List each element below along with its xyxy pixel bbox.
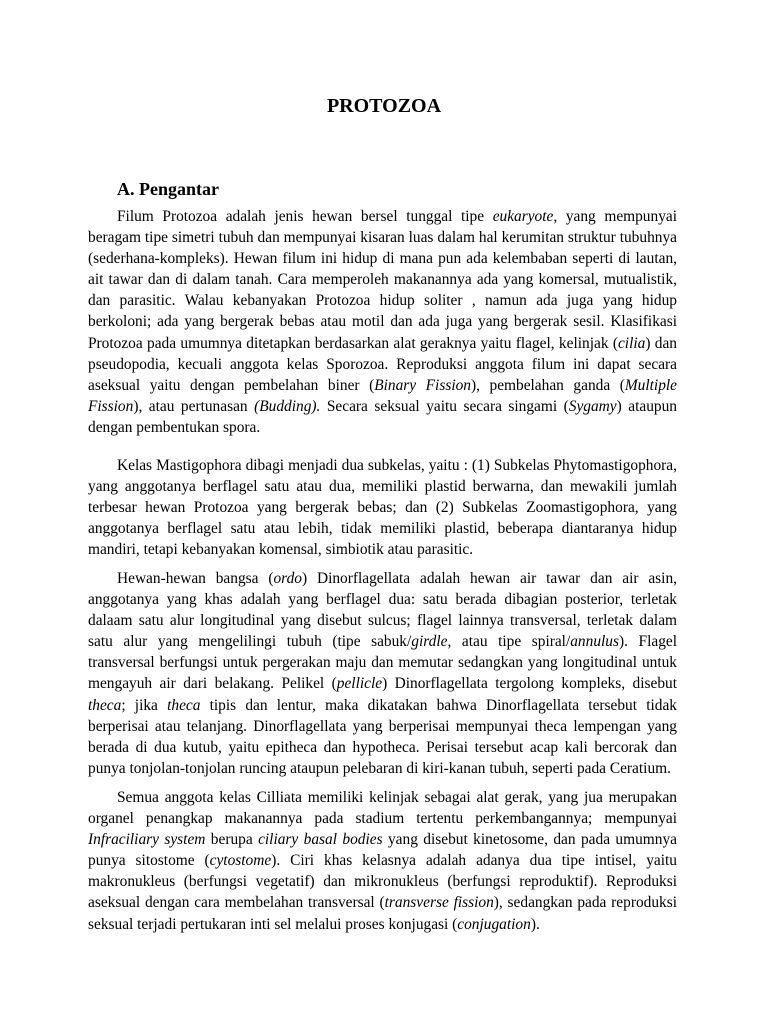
text-run: yang disebut kinetosome, dan pada umumnya punya sitostome (: [88, 831, 677, 870]
text-run: Semua anggota kelas Cilliata memiliki kelinjak sebagai alat gerak, yang jua merupakan organel penangkap makanannya pada stadium tertentu perkembangannya; mempunyai: [88, 789, 677, 828]
paragraph-ciliata: [88, 787, 677, 935]
text-run: ) ataupun dengan pembentukan spora.: [88, 397, 677, 436]
text-run: ), atau pertunasan: [133, 397, 255, 415]
italic-term: Sygamy: [568, 397, 617, 415]
italic-term: Binary Fission: [374, 376, 471, 394]
text-run: , atau tipe spiral/: [447, 633, 571, 651]
italic-term: theca: [88, 696, 122, 714]
text-run: ) Dinorflagellata adalah hewan air tawar dan air asin, anggotanya yang khas adalah yang berflagel dua: satu berada dibagian posterior, terletak dalaam satu alur longitudinal yang disebut sulcus; flagel lainnya transversal, terletak dalam satu alur yang mengelilingi tubuh (tipe sabuk/: [88, 570, 677, 651]
text-run: ; jika: [121, 696, 168, 714]
text-run: Secara seksual yaitu secara singami (: [320, 397, 569, 415]
document-title: PROTOZOA: [326, 95, 442, 117]
italic-term: transverse fission: [384, 894, 494, 912]
italic-term: girdle: [411, 633, 448, 651]
paragraph-intro: [88, 206, 677, 438]
text-run: ), sedangkan pada reproduksi seksual terjadi pertukaran inti sel melalui proses konjugasi (: [88, 894, 678, 933]
italic-term: Infraciliary system: [88, 831, 206, 849]
italic-term: theca: [167, 696, 201, 714]
italic-term: eukaryote: [492, 208, 554, 225]
paragraph-dinoflagellata: [88, 568, 677, 779]
paragraph-mastigophora: [88, 455, 677, 560]
text-run: ) Dinorflagellata tergolong kompleks, disebut: [382, 675, 677, 693]
italic-term: conjugation: [457, 915, 531, 933]
text-run: ). Flagel transversal berfungsi untuk pergerakan maju dan memutar sedangkan yang longitudinal untuk mengayuh air dari belakang. Pelikel (: [88, 633, 677, 693]
text-run: ). Ciri khas kelasnya adalah adanya dua tipe intisel, yaitu makronukleus (berfungsi vegetatif) dan mikronukleus (berfungsi reproduktif). Reproduksi aseksual dengan cara membelahan transversal (: [88, 852, 677, 912]
italic-term: Multiple Fission: [88, 376, 677, 415]
text-run: tipis dan lentur, maka dikatakan bahwa Dinorflagellata tersebut tidak berperisai atau telanjang. Dinorflagellata yang berperisai mempunyai theca lempengan yang berada di dua kutub, yaitu epitheca dan hypotheca. Perisai tersebut acap kali bercorak dan punya tonjolan-tonjolan runcing ataupun pelebaran di kiri-kanan tubuh, seperti pada Ceratium.: [88, 696, 677, 777]
italic-term: ciliary basal bodies: [258, 831, 383, 849]
text-run: ) dan pseudopodia, kecuali anggota kelas Sporozoa. Reproduksi anggota filum ini dapat secara aseksual yaitu dengan pembelahan biner (: [88, 334, 677, 394]
text-run: Kelas Mastigophora dibagi menjadi dua subkelas, yaitu : (1) Subkelas Phytomastigophora, yang anggotanya berflagel satu atau dua, memiliki plastid berwarna, dan mewakili jumlah terbesar hewan Protozoa yang bergerak bebas; dan (2) Subkelas Zoomastigophora, yang anggotanya berflagel satu atau lebih, tidak memiliki plastid, beberapa diantaranya hidup mandiri, tetapi kebanyakan komensal, simbiotik atau parasitic.: [88, 457, 677, 559]
text-run: berupa: [205, 831, 259, 849]
text-run: ).: [530, 915, 540, 933]
italic-term: cytostome: [209, 852, 272, 870]
italic-term: pellicle: [336, 675, 383, 693]
italic-term: cilia: [617, 334, 646, 352]
text-run: , yang mempunyai beragam tipe simetri tubuh dan mempunyai kisaran luas dalam hal kerumitan struktur tubuhnya (sederhana-kompleks). Hewan filum ini hidup di mana pun ada kelembaban seperti di lautan, ait tawar dan di dalam tanah. Cara memperoleh makanannya ada yang komersal, mutualistik, dan parasitic. Walau kebanyakan Protozoa hidup soliter , namun ada juga yang hidup berkoloni; ada yang bergerak bebas atau motil dan ada juga yang bergerak sesil. Klasifikasi Protozoa pada umumnya ditetapkan berdasarkan alat geraknya yaitu flagel, kelinjak (: [88, 208, 678, 352]
text-run: Hewan-hewan bangsa (: [117, 570, 274, 587]
text-run: ), pembelahan ganda (: [470, 376, 625, 394]
italic-term: (Budding).: [254, 397, 321, 415]
section-heading: A. Pengantar: [117, 179, 219, 199]
text-run: Filum Protozoa adalah jenis hewan bersel tunggal tipe: [117, 208, 493, 225]
italic-term: ordo: [273, 570, 302, 587]
italic-term: annulus: [570, 633, 619, 651]
